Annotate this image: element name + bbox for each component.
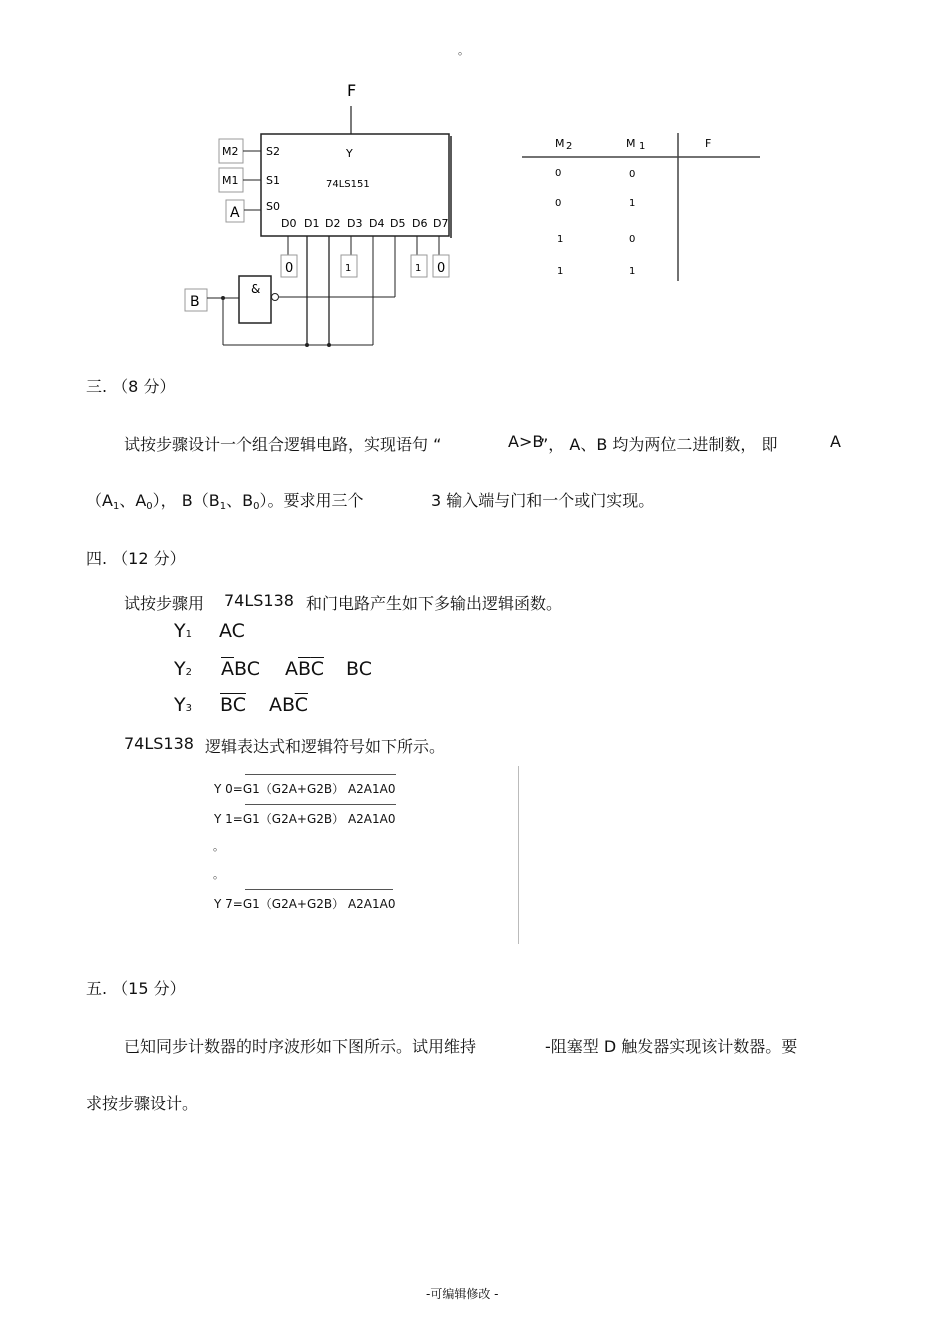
y3-term2 [269, 694, 308, 716]
input-m2: M2 [222, 145, 239, 158]
tt-r2-m1: 1 [629, 198, 636, 209]
s3-l2-sub2: 0 [146, 501, 153, 512]
s3-l2-sub4: 0 [253, 501, 260, 512]
y1-symbol: Y [174, 620, 186, 642]
y2-term3: BC [346, 658, 372, 680]
footer-note: -可编辑修改 - [426, 1287, 499, 1301]
s3-l2-e: ）。要求用三个 [259, 491, 364, 510]
section3-line2 [86, 488, 363, 511]
pin-d4: D4 [369, 217, 385, 230]
s3-l2-a: （A [86, 491, 113, 510]
eq-y0: Y 0=G1（G2A+G2B） A2A1A0 [214, 782, 396, 796]
section3-line1-b: A>B [508, 432, 544, 451]
section5-line1-a: 已知同步计数器的时序波形如下图所示。试用维持 [124, 1037, 477, 1056]
pin-s2: S2 [266, 145, 280, 158]
input-a: A [230, 205, 240, 221]
gate-symbol: & [251, 282, 261, 296]
eq7-overbar [245, 889, 393, 890]
y2-t1-a: $\overline{A}$ [221, 658, 234, 680]
symbol-area-border [518, 766, 519, 944]
eq0-overbar [245, 774, 396, 775]
input-m1: M1 [222, 174, 239, 187]
s3-l2-d: 、B [226, 491, 254, 510]
y3-t1: $\overline{BC}$ [220, 694, 246, 716]
pin-d5: D5 [390, 217, 406, 230]
y3-t2-b: $\overline{C}$ [294, 694, 308, 716]
s3-l2-sub1: 1 [112, 501, 120, 512]
junction-d2 [327, 343, 331, 347]
y2-t2-a: A [285, 658, 298, 680]
y1-term1: AC [219, 620, 245, 642]
pin-d0: D0 [281, 217, 297, 230]
y1-label [174, 620, 192, 642]
output-label-f: F [347, 81, 357, 100]
chip-output-y: Y [346, 147, 353, 160]
tt-r3-m2: 1 [557, 234, 564, 245]
tt-r4-m1: 1 [629, 266, 636, 277]
expr-intro-a: 74LS138 [124, 734, 194, 753]
section3-line1-c: ”， A、B 均为两位二进制数， 即 [540, 435, 778, 454]
y2-sub: 2 [185, 667, 192, 678]
const-d3: 1 [345, 263, 352, 274]
pin-s0: S0 [266, 200, 280, 213]
tt-r3-m1: 0 [629, 234, 636, 245]
junction-d1 [305, 343, 309, 347]
tt-header-m2-sub: 2 [566, 141, 573, 152]
expr-intro-b: 逻辑表达式和逻辑符号如下所示。 [205, 737, 446, 756]
section4-heading: 四. （12 分） [86, 549, 186, 568]
y1-sub: 1 [185, 629, 192, 640]
const-d7: 0 [437, 261, 446, 276]
pin-d6: D6 [412, 217, 428, 230]
y3-symbol: Y [174, 694, 186, 716]
y3-t2-a: AB [269, 694, 295, 716]
y3-label [174, 694, 192, 716]
eq1-overbar [245, 804, 396, 805]
y2-t1-b: BC [234, 658, 260, 680]
const-d0: 0 [285, 261, 294, 276]
pin-s1: S1 [266, 174, 280, 187]
section4-intro-a: 试按步骤用 [124, 594, 205, 613]
y2-label [174, 658, 192, 680]
ellipsis-dot-1: 。 [213, 840, 224, 853]
section3-line1-a: 试按步骤设计一个组合逻辑电路，实现语句 “ [124, 435, 442, 454]
y2-t2-b: $\overline{B}$ [298, 658, 311, 680]
tt-header-f: F [705, 137, 712, 150]
tt-r4-m2: 1 [557, 266, 564, 277]
tt-r1-m2: 0 [555, 168, 562, 179]
section4-intro-b: 74LS138 [224, 591, 294, 610]
tt-r2-m2: 0 [555, 198, 562, 209]
mux-circuit-diagram [0, 0, 950, 360]
section3-heading: 三. （8 分） [86, 377, 176, 396]
chip-name: 74LS151 [326, 179, 370, 190]
y2-t2-c: $\overline{C}$ [310, 658, 324, 680]
tt-header-m2: M [555, 137, 565, 150]
s3-l2-b: 、A [119, 491, 147, 510]
y3-term1 [220, 694, 246, 716]
pin-d3: D3 [347, 217, 363, 230]
pin-d1: D1 [304, 217, 320, 230]
y2-term1 [221, 658, 260, 680]
y2-term2 [285, 658, 324, 680]
section5-line1-b: -阻塞型 D 触发器实现该计数器。要 [545, 1037, 798, 1056]
y3-sub: 3 [185, 703, 192, 714]
nand-bubble [272, 294, 279, 301]
const-d6: 1 [415, 263, 422, 274]
s3-l2-sub3: 1 [219, 501, 227, 512]
section5-line2: 求按步骤设计。 [86, 1094, 199, 1113]
eq-y1: Y 1=G1（G2A+G2B） A2A1A0 [214, 812, 396, 826]
tt-r1-m1: 0 [629, 169, 636, 180]
s3-l2-c: ）， B（B [152, 491, 220, 510]
tt-header-m1-sub: 1 [639, 141, 646, 152]
input-b: B [190, 294, 200, 310]
tt-header-m1: M [626, 137, 636, 150]
top-mark: 。 [458, 44, 469, 57]
section3-line1-d: A [830, 432, 841, 451]
section3-line2-f: 3 输入端与门和一个或门实现。 [431, 491, 655, 510]
section4-intro-c: 和门电路产生如下多输出逻辑函数。 [306, 594, 563, 613]
eq-y7: Y 7=G1（G2A+G2B） A2A1A0 [214, 897, 396, 911]
ellipsis-dot-2: 。 [213, 868, 224, 881]
y2-symbol: Y [174, 658, 186, 680]
pin-d2: D2 [325, 217, 341, 230]
pin-d7: D7 [433, 217, 449, 230]
section5-heading: 五. （15 分） [86, 979, 186, 998]
